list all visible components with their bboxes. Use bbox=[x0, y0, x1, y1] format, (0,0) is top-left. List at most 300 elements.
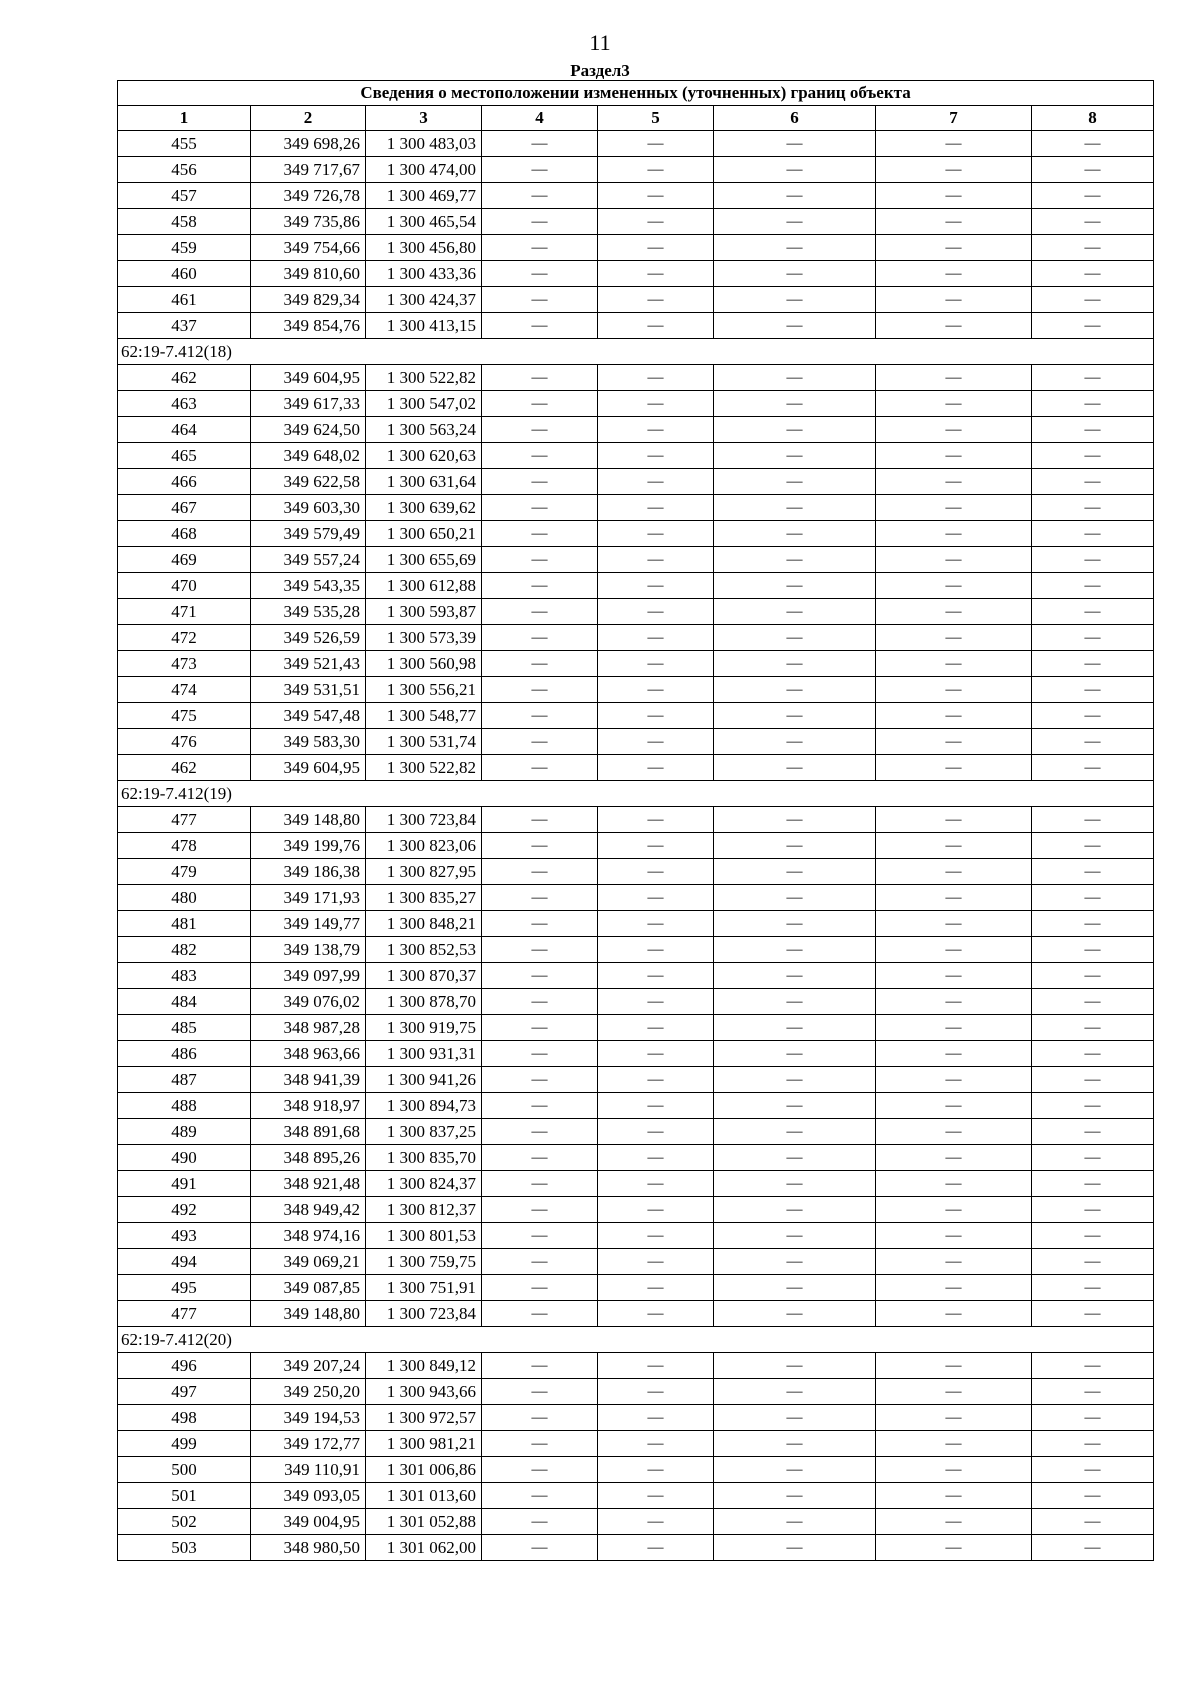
point-number-cell: 462 bbox=[118, 755, 251, 781]
empty-value-cell: — bbox=[482, 963, 598, 989]
empty-value-cell: — bbox=[598, 1301, 714, 1327]
empty-value-cell: — bbox=[1032, 1405, 1154, 1431]
y-coordinate-cell: 1 300 413,15 bbox=[366, 313, 482, 339]
empty-value-cell: — bbox=[876, 235, 1032, 261]
y-coordinate-cell: 1 300 972,57 bbox=[366, 1405, 482, 1431]
empty-value-cell: — bbox=[1032, 677, 1154, 703]
x-coordinate-cell: 349 603,30 bbox=[251, 495, 366, 521]
empty-value-cell: — bbox=[598, 651, 714, 677]
x-coordinate-cell: 348 980,50 bbox=[251, 1535, 366, 1561]
empty-value-cell: — bbox=[482, 417, 598, 443]
x-coordinate-cell: 349 138,79 bbox=[251, 937, 366, 963]
coordinates-table bbox=[117, 80, 1154, 1561]
empty-value-cell: — bbox=[876, 937, 1032, 963]
empty-value-cell: — bbox=[1032, 547, 1154, 573]
empty-value-cell: — bbox=[598, 1353, 714, 1379]
table-body bbox=[118, 131, 1154, 1561]
empty-value-cell: — bbox=[876, 1353, 1032, 1379]
empty-value-cell: — bbox=[876, 859, 1032, 885]
empty-value-cell: — bbox=[714, 859, 876, 885]
point-number-cell: 499 bbox=[118, 1431, 251, 1457]
empty-value-cell: — bbox=[482, 183, 598, 209]
column-number-row bbox=[118, 106, 1154, 131]
y-coordinate-cell: 1 300 835,27 bbox=[366, 885, 482, 911]
empty-value-cell: — bbox=[482, 1015, 598, 1041]
empty-value-cell: — bbox=[714, 1483, 876, 1509]
empty-value-cell: — bbox=[714, 365, 876, 391]
empty-value-cell: — bbox=[1032, 1431, 1154, 1457]
empty-value-cell: — bbox=[1032, 1015, 1154, 1041]
y-coordinate-cell: 1 300 801,53 bbox=[366, 1223, 482, 1249]
table-row bbox=[118, 521, 1154, 547]
empty-value-cell: — bbox=[598, 495, 714, 521]
empty-value-cell: — bbox=[714, 1041, 876, 1067]
empty-value-cell: — bbox=[876, 1535, 1032, 1561]
y-coordinate-cell: 1 300 424,37 bbox=[366, 287, 482, 313]
empty-value-cell: — bbox=[1032, 1145, 1154, 1171]
empty-value-cell: — bbox=[598, 313, 714, 339]
empty-value-cell: — bbox=[714, 1301, 876, 1327]
empty-value-cell: — bbox=[876, 443, 1032, 469]
table-row bbox=[118, 1015, 1154, 1041]
y-coordinate-cell: 1 300 812,37 bbox=[366, 1197, 482, 1223]
x-coordinate-cell: 349 069,21 bbox=[251, 1249, 366, 1275]
table-row bbox=[118, 989, 1154, 1015]
group-header-row bbox=[118, 339, 1154, 365]
empty-value-cell: — bbox=[598, 677, 714, 703]
empty-value-cell: — bbox=[482, 157, 598, 183]
empty-value-cell: — bbox=[482, 1067, 598, 1093]
empty-value-cell: — bbox=[714, 1249, 876, 1275]
x-coordinate-cell: 349 579,49 bbox=[251, 521, 366, 547]
empty-value-cell: — bbox=[598, 573, 714, 599]
y-coordinate-cell: 1 300 560,98 bbox=[366, 651, 482, 677]
empty-value-cell: — bbox=[714, 1119, 876, 1145]
table-row bbox=[118, 417, 1154, 443]
empty-value-cell: — bbox=[714, 469, 876, 495]
empty-value-cell: — bbox=[1032, 469, 1154, 495]
y-coordinate-cell: 1 300 837,25 bbox=[366, 1119, 482, 1145]
empty-value-cell: — bbox=[598, 1509, 714, 1535]
x-coordinate-cell: 349 172,77 bbox=[251, 1431, 366, 1457]
empty-value-cell: — bbox=[1032, 183, 1154, 209]
table-row bbox=[118, 1093, 1154, 1119]
empty-value-cell: — bbox=[714, 1275, 876, 1301]
point-number-cell: 481 bbox=[118, 911, 251, 937]
empty-value-cell: — bbox=[482, 677, 598, 703]
empty-value-cell: — bbox=[1032, 521, 1154, 547]
point-number-cell: 465 bbox=[118, 443, 251, 469]
x-coordinate-cell: 349 829,34 bbox=[251, 287, 366, 313]
empty-value-cell: — bbox=[876, 209, 1032, 235]
empty-value-cell: — bbox=[876, 313, 1032, 339]
empty-value-cell: — bbox=[714, 521, 876, 547]
table-row bbox=[118, 1353, 1154, 1379]
empty-value-cell: — bbox=[714, 885, 876, 911]
empty-value-cell: — bbox=[714, 443, 876, 469]
empty-value-cell: — bbox=[482, 1353, 598, 1379]
empty-value-cell: — bbox=[598, 963, 714, 989]
table-row bbox=[118, 391, 1154, 417]
x-coordinate-cell: 348 921,48 bbox=[251, 1171, 366, 1197]
empty-value-cell: — bbox=[1032, 1379, 1154, 1405]
table-row bbox=[118, 729, 1154, 755]
empty-value-cell: — bbox=[714, 1457, 876, 1483]
table-row bbox=[118, 1509, 1154, 1535]
y-coordinate-cell: 1 300 573,39 bbox=[366, 625, 482, 651]
x-coordinate-cell: 348 949,42 bbox=[251, 1197, 366, 1223]
y-coordinate-cell: 1 300 465,54 bbox=[366, 209, 482, 235]
empty-value-cell: — bbox=[1032, 963, 1154, 989]
empty-value-cell: — bbox=[1032, 859, 1154, 885]
x-coordinate-cell: 349 207,24 bbox=[251, 1353, 366, 1379]
group-header-row bbox=[118, 781, 1154, 807]
empty-value-cell: — bbox=[876, 469, 1032, 495]
table-row bbox=[118, 1223, 1154, 1249]
point-number-cell: 462 bbox=[118, 365, 251, 391]
empty-value-cell: — bbox=[1032, 495, 1154, 521]
empty-value-cell: — bbox=[1032, 1457, 1154, 1483]
parcel-group-label: 62:19-7.412(20) bbox=[118, 1327, 1154, 1353]
empty-value-cell: — bbox=[598, 1067, 714, 1093]
y-coordinate-cell: 1 300 639,62 bbox=[366, 495, 482, 521]
y-coordinate-cell: 1 300 919,75 bbox=[366, 1015, 482, 1041]
table-row bbox=[118, 677, 1154, 703]
point-number-cell: 493 bbox=[118, 1223, 251, 1249]
empty-value-cell: — bbox=[482, 391, 598, 417]
y-coordinate-cell: 1 300 556,21 bbox=[366, 677, 482, 703]
point-number-cell: 468 bbox=[118, 521, 251, 547]
point-number-cell: 475 bbox=[118, 703, 251, 729]
empty-value-cell: — bbox=[482, 625, 598, 651]
empty-value-cell: — bbox=[714, 1379, 876, 1405]
empty-value-cell: — bbox=[1032, 989, 1154, 1015]
table-row bbox=[118, 235, 1154, 261]
column-number: 7 bbox=[876, 106, 1032, 131]
empty-value-cell: — bbox=[598, 261, 714, 287]
empty-value-cell: — bbox=[714, 1145, 876, 1171]
empty-value-cell: — bbox=[1032, 1119, 1154, 1145]
x-coordinate-cell: 349 093,05 bbox=[251, 1483, 366, 1509]
x-coordinate-cell: 348 963,66 bbox=[251, 1041, 366, 1067]
empty-value-cell: — bbox=[714, 1067, 876, 1093]
point-number-cell: 474 bbox=[118, 677, 251, 703]
empty-value-cell: — bbox=[598, 469, 714, 495]
parcel-group-label: 62:19-7.412(19) bbox=[118, 781, 1154, 807]
empty-value-cell: — bbox=[598, 885, 714, 911]
empty-value-cell: — bbox=[1032, 1353, 1154, 1379]
empty-value-cell: — bbox=[1032, 1067, 1154, 1093]
x-coordinate-cell: 349 622,58 bbox=[251, 469, 366, 495]
table-row bbox=[118, 365, 1154, 391]
point-number-cell: 485 bbox=[118, 1015, 251, 1041]
empty-value-cell: — bbox=[482, 833, 598, 859]
point-number-cell: 500 bbox=[118, 1457, 251, 1483]
empty-value-cell: — bbox=[714, 1171, 876, 1197]
x-coordinate-cell: 349 754,66 bbox=[251, 235, 366, 261]
y-coordinate-cell: 1 300 531,74 bbox=[366, 729, 482, 755]
empty-value-cell: — bbox=[482, 209, 598, 235]
point-number-cell: 497 bbox=[118, 1379, 251, 1405]
empty-value-cell: — bbox=[876, 521, 1032, 547]
empty-value-cell: — bbox=[1032, 1535, 1154, 1561]
empty-value-cell: — bbox=[482, 1483, 598, 1509]
empty-value-cell: — bbox=[876, 573, 1032, 599]
table-row bbox=[118, 911, 1154, 937]
point-number-cell: 494 bbox=[118, 1249, 251, 1275]
x-coordinate-cell: 349 097,99 bbox=[251, 963, 366, 989]
x-coordinate-cell: 348 987,28 bbox=[251, 1015, 366, 1041]
point-number-cell: 460 bbox=[118, 261, 251, 287]
table-row bbox=[118, 755, 1154, 781]
empty-value-cell: — bbox=[1032, 209, 1154, 235]
point-number-cell: 461 bbox=[118, 287, 251, 313]
empty-value-cell: — bbox=[876, 183, 1032, 209]
y-coordinate-cell: 1 300 474,00 bbox=[366, 157, 482, 183]
x-coordinate-cell: 349 149,77 bbox=[251, 911, 366, 937]
empty-value-cell: — bbox=[482, 651, 598, 677]
table-row bbox=[118, 1535, 1154, 1561]
empty-value-cell: — bbox=[714, 1431, 876, 1457]
table-row bbox=[118, 131, 1154, 157]
empty-value-cell: — bbox=[598, 1119, 714, 1145]
x-coordinate-cell: 349 004,95 bbox=[251, 1509, 366, 1535]
x-coordinate-cell: 349 617,33 bbox=[251, 391, 366, 417]
x-coordinate-cell: 349 526,59 bbox=[251, 625, 366, 651]
table-row bbox=[118, 573, 1154, 599]
empty-value-cell: — bbox=[876, 833, 1032, 859]
empty-value-cell: — bbox=[482, 1041, 598, 1067]
empty-value-cell: — bbox=[482, 885, 598, 911]
table-row bbox=[118, 157, 1154, 183]
x-coordinate-cell: 349 199,76 bbox=[251, 833, 366, 859]
empty-value-cell: — bbox=[1032, 833, 1154, 859]
empty-value-cell: — bbox=[482, 469, 598, 495]
empty-value-cell: — bbox=[714, 417, 876, 443]
empty-value-cell: — bbox=[598, 287, 714, 313]
empty-value-cell: — bbox=[714, 157, 876, 183]
x-coordinate-cell: 349 810,60 bbox=[251, 261, 366, 287]
empty-value-cell: — bbox=[714, 989, 876, 1015]
empty-value-cell: — bbox=[876, 885, 1032, 911]
empty-value-cell: — bbox=[876, 1197, 1032, 1223]
column-number: 4 bbox=[482, 106, 598, 131]
empty-value-cell: — bbox=[876, 1067, 1032, 1093]
table-row bbox=[118, 261, 1154, 287]
y-coordinate-cell: 1 300 631,64 bbox=[366, 469, 482, 495]
empty-value-cell: — bbox=[1032, 599, 1154, 625]
empty-value-cell: — bbox=[598, 937, 714, 963]
empty-value-cell: — bbox=[482, 261, 598, 287]
empty-value-cell: — bbox=[598, 1041, 714, 1067]
empty-value-cell: — bbox=[714, 1535, 876, 1561]
column-number: 3 bbox=[366, 106, 482, 131]
table-row bbox=[118, 651, 1154, 677]
y-coordinate-cell: 1 300 522,82 bbox=[366, 755, 482, 781]
empty-value-cell: — bbox=[482, 495, 598, 521]
empty-value-cell: — bbox=[598, 547, 714, 573]
table-row bbox=[118, 885, 1154, 911]
table-row bbox=[118, 1041, 1154, 1067]
empty-value-cell: — bbox=[1032, 1483, 1154, 1509]
empty-value-cell: — bbox=[598, 1379, 714, 1405]
point-number-cell: 487 bbox=[118, 1067, 251, 1093]
empty-value-cell: — bbox=[876, 547, 1032, 573]
empty-value-cell: — bbox=[714, 651, 876, 677]
empty-value-cell: — bbox=[482, 1145, 598, 1171]
empty-value-cell: — bbox=[598, 1405, 714, 1431]
point-number-cell: 482 bbox=[118, 937, 251, 963]
empty-value-cell: — bbox=[598, 1197, 714, 1223]
empty-value-cell: — bbox=[598, 911, 714, 937]
table-row bbox=[118, 1067, 1154, 1093]
empty-value-cell: — bbox=[598, 807, 714, 833]
y-coordinate-cell: 1 300 823,06 bbox=[366, 833, 482, 859]
point-number-cell: 469 bbox=[118, 547, 251, 573]
empty-value-cell: — bbox=[714, 599, 876, 625]
y-coordinate-cell: 1 300 522,82 bbox=[366, 365, 482, 391]
empty-value-cell: — bbox=[876, 651, 1032, 677]
empty-value-cell: — bbox=[482, 1535, 598, 1561]
table-row bbox=[118, 1405, 1154, 1431]
y-coordinate-cell: 1 300 931,31 bbox=[366, 1041, 482, 1067]
table-row bbox=[118, 547, 1154, 573]
point-number-cell: 472 bbox=[118, 625, 251, 651]
table-row bbox=[118, 625, 1154, 651]
empty-value-cell: — bbox=[598, 1457, 714, 1483]
empty-value-cell: — bbox=[1032, 417, 1154, 443]
empty-value-cell: — bbox=[482, 1301, 598, 1327]
point-number-cell: 484 bbox=[118, 989, 251, 1015]
empty-value-cell: — bbox=[598, 1483, 714, 1509]
point-number-cell: 495 bbox=[118, 1275, 251, 1301]
empty-value-cell: — bbox=[714, 131, 876, 157]
empty-value-cell: — bbox=[1032, 625, 1154, 651]
empty-value-cell: — bbox=[714, 261, 876, 287]
empty-value-cell: — bbox=[1032, 131, 1154, 157]
empty-value-cell: — bbox=[876, 963, 1032, 989]
point-number-cell: 491 bbox=[118, 1171, 251, 1197]
empty-value-cell: — bbox=[482, 1197, 598, 1223]
empty-value-cell: — bbox=[482, 599, 598, 625]
table-row bbox=[118, 1119, 1154, 1145]
empty-value-cell: — bbox=[598, 625, 714, 651]
table-row bbox=[118, 469, 1154, 495]
empty-value-cell: — bbox=[482, 131, 598, 157]
empty-value-cell: — bbox=[876, 1171, 1032, 1197]
x-coordinate-cell: 349 735,86 bbox=[251, 209, 366, 235]
empty-value-cell: — bbox=[876, 1509, 1032, 1535]
x-coordinate-cell: 348 941,39 bbox=[251, 1067, 366, 1093]
empty-value-cell: — bbox=[1032, 313, 1154, 339]
empty-value-cell: — bbox=[482, 235, 598, 261]
empty-value-cell: — bbox=[598, 1223, 714, 1249]
empty-value-cell: — bbox=[714, 833, 876, 859]
empty-value-cell: — bbox=[482, 1431, 598, 1457]
empty-value-cell: — bbox=[876, 495, 1032, 521]
empty-value-cell: — bbox=[714, 1015, 876, 1041]
x-coordinate-cell: 349 604,95 bbox=[251, 365, 366, 391]
empty-value-cell: — bbox=[876, 365, 1032, 391]
point-number-cell: 489 bbox=[118, 1119, 251, 1145]
empty-value-cell: — bbox=[876, 677, 1032, 703]
empty-value-cell: — bbox=[876, 287, 1032, 313]
point-number-cell: 486 bbox=[118, 1041, 251, 1067]
empty-value-cell: — bbox=[714, 1353, 876, 1379]
x-coordinate-cell: 349 543,35 bbox=[251, 573, 366, 599]
x-coordinate-cell: 349 854,76 bbox=[251, 313, 366, 339]
empty-value-cell: — bbox=[482, 1275, 598, 1301]
table-row bbox=[118, 1197, 1154, 1223]
x-coordinate-cell: 349 557,24 bbox=[251, 547, 366, 573]
point-number-cell: 488 bbox=[118, 1093, 251, 1119]
empty-value-cell: — bbox=[714, 235, 876, 261]
table-row bbox=[118, 1275, 1154, 1301]
empty-value-cell: — bbox=[598, 755, 714, 781]
x-coordinate-cell: 349 726,78 bbox=[251, 183, 366, 209]
empty-value-cell: — bbox=[482, 1457, 598, 1483]
empty-value-cell: — bbox=[714, 1509, 876, 1535]
empty-value-cell: — bbox=[714, 183, 876, 209]
group-header-row bbox=[118, 1327, 1154, 1353]
table-row bbox=[118, 833, 1154, 859]
section-title: Раздел3 bbox=[570, 61, 630, 80]
empty-value-cell: — bbox=[876, 625, 1032, 651]
empty-value-cell: — bbox=[598, 1535, 714, 1561]
empty-value-cell: — bbox=[598, 1093, 714, 1119]
empty-value-cell: — bbox=[1032, 287, 1154, 313]
point-number-cell: 466 bbox=[118, 469, 251, 495]
empty-value-cell: — bbox=[482, 937, 598, 963]
point-number-cell: 471 bbox=[118, 599, 251, 625]
column-number: 2 bbox=[251, 106, 366, 131]
empty-value-cell: — bbox=[482, 1119, 598, 1145]
empty-value-cell: — bbox=[482, 521, 598, 547]
y-coordinate-cell: 1 300 894,73 bbox=[366, 1093, 482, 1119]
table-caption-row bbox=[118, 81, 1154, 106]
empty-value-cell: — bbox=[1032, 443, 1154, 469]
y-coordinate-cell: 1 300 878,70 bbox=[366, 989, 482, 1015]
empty-value-cell: — bbox=[598, 1145, 714, 1171]
empty-value-cell: — bbox=[1032, 651, 1154, 677]
point-number-cell: 480 bbox=[118, 885, 251, 911]
point-number-cell: 498 bbox=[118, 1405, 251, 1431]
empty-value-cell: — bbox=[714, 937, 876, 963]
empty-value-cell: — bbox=[876, 1093, 1032, 1119]
table-row bbox=[118, 599, 1154, 625]
point-number-cell: 503 bbox=[118, 1535, 251, 1561]
x-coordinate-cell: 348 891,68 bbox=[251, 1119, 366, 1145]
point-number-cell: 467 bbox=[118, 495, 251, 521]
empty-value-cell: — bbox=[1032, 157, 1154, 183]
y-coordinate-cell: 1 301 006,86 bbox=[366, 1457, 482, 1483]
empty-value-cell: — bbox=[1032, 937, 1154, 963]
empty-value-cell: — bbox=[876, 1431, 1032, 1457]
point-number-cell: 479 bbox=[118, 859, 251, 885]
y-coordinate-cell: 1 300 824,37 bbox=[366, 1171, 482, 1197]
point-number-cell: 457 bbox=[118, 183, 251, 209]
x-coordinate-cell: 349 535,28 bbox=[251, 599, 366, 625]
empty-value-cell: — bbox=[714, 677, 876, 703]
empty-value-cell: — bbox=[482, 859, 598, 885]
empty-value-cell: — bbox=[598, 1171, 714, 1197]
table-row bbox=[118, 209, 1154, 235]
empty-value-cell: — bbox=[482, 1093, 598, 1119]
y-coordinate-cell: 1 300 483,03 bbox=[366, 131, 482, 157]
empty-value-cell: — bbox=[714, 391, 876, 417]
empty-value-cell: — bbox=[482, 1509, 598, 1535]
table-row bbox=[118, 1431, 1154, 1457]
